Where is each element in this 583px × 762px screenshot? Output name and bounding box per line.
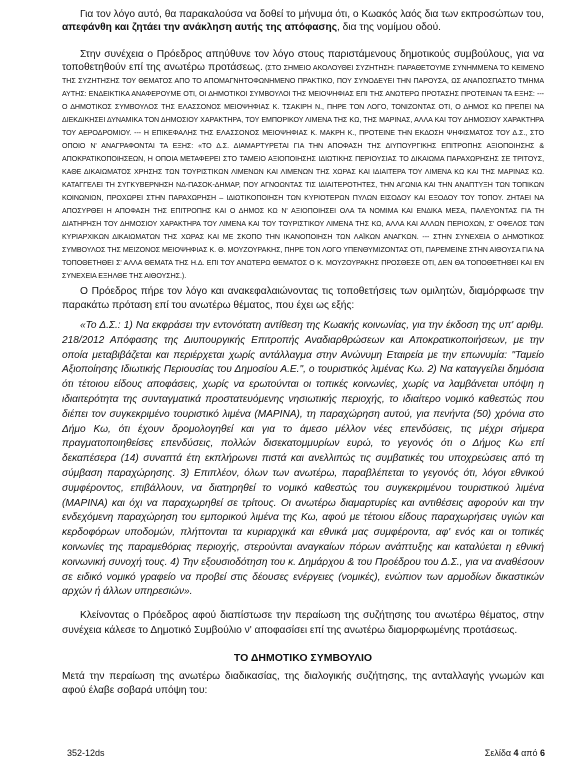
intro-text-before: Για τον λόγο αυτό, θα παρακαλούσα να δοθεί το μήνυμα ότι, ο Κωακός λαός δια των εκπροσώπων του, bbox=[80, 9, 544, 20]
page-total: 6 bbox=[539, 748, 545, 758]
intro-bold-text: απεφάνθη και ζητάει την ανάκληση αυτής της απόφασης bbox=[62, 22, 337, 33]
discussion-lead: Στην συνέχεια ο Πρόεδρος απηύθυνε τον λόγο στους παριστάμενους δημοτικούς συμβούλους, για να τοποθετηθούν επί της ανωτέρω προτάσεως. bbox=[62, 49, 544, 73]
document-page bbox=[62, 8, 544, 699]
president-summary-paragraph: Ο Πρόεδρος πήρε τον λόγο και ανακεφαλαιώνοντας τις τοποθετήσεις των ομιλητών, διαμόρφωσε την παρακάτω πρόταση επί του ανωτέρω θέματος, που έχει ως εξής: bbox=[62, 286, 544, 311]
final-paragraph: Μετά την περαίωση της ανωτέρω διαδικασίας, της διαλογικής συζήτησης, της ανταλλαγής γνωμών και αφού έλαβε σοβαρά υπόψη του: bbox=[62, 670, 544, 697]
page-of-label: από bbox=[518, 748, 540, 758]
page-current: 4 bbox=[513, 748, 519, 758]
document-code: 352-12ds bbox=[67, 748, 105, 758]
page-number bbox=[485, 748, 545, 758]
proposal-quote: «Το Δ.Σ.: 1) Να εκφράσει την εντονότατη αντίθεση της Κωακής κοινωνίας, για την έκδοση της υπ' αριθμ. 218/2012 Απόφασης της Διυπουργικής Επιτροπής Αναδιαρθρώσεων και Αποκρατικοποιήσεων, με την οποία μεταβιβάζεται και περιέρχεται χωρίς αντάλλαγμα στην Ανώνυμη Εταιρεία με την επωνυμία: "Ταμείο Αξιοποίησης Ιδιωτικής Περιουσίας του Δημοσίου Α.Ε.", ο τουριστικός λιμένας Κω. 2) Να καταγγείλει δημόσια ότι τέτοιου είδους αποφάσεις, χωρίς να ερωτούνται οι τοπικές κοινωνίες, χωρίς να λαμβάνεται υπόψη η ιδιαιτερότητα της συνταγματικά προστατευόμενης νησιωτικής περιοχής, το ιδιαίτερο νομικό καθεστώς που διέπει τον συγκεκριμένο τουριστικό λιμένα (ΜΑΡΙΝΑ), τη παραχώρηση αυτού, για πενήντα (50) χρόνια στο Δήμο Κω, ότι έχουν δρομολογηθεί και για το άμεσο μέλλον νέες επενδύσεις, τις μέχρι σήμερα πραγματοποιηθείσες επενδύσεις, πολλών δισεκατομμυρίων ευρώ, το γεγονός ότι ο Δήμος Κω επί δεκαπέσερα (14) συναπτά έτη εκπλήρωνει πιστά και ανελλιπώς τις συμβατικές του υποχρεώσεις από τη σύμβαση παραχώρησης. 3) Επιπλέον, όλων των ανωτέρω, παραβλέπεται το γεγονός ότι, λόγοι εθνικού συμφέροντος, επιβάλλουν, να διατηρηθεί το νομικό καθεστώς του συγκεκριμένου τουριστικού λιμένα (ΜΑΡΙΝΑ) και όχι να παραχωρηθεί σε τρίτους. Οι ανωτέρω διαμαρτυρίες και αντιθέσεις αφορούν και την ενδεχόμενη παραχώρηση του εμπορικού λιμένα της Κω, αφού με τέτοιου είδους παραχωρήσεις υγιών και κερδοφόρων υποδομών, πλήττονται τα κυριαρχικά και εθνικά μας συμφέροντα, αφ' ενός και οι τοπικές κοινωνίες της παραμεθόριας περιοχής, στερούνται αναγκαίων πόρων ανάπτυξης και καταλύεται η εθνική κοινωνική συνοχή τους. 4) Την εξουσιοδότηση του κ. Δημάρχου & του Προέδρου του Δ.Σ., για να αναθέσουν σε ειδικό νομικό γραφείο να προβεί στις δέουσες ενέργειες (νομικές), ενώπιον των αρμοδίων δικαστικών αρχών ή άλλων υπηρεσιών». bbox=[62, 320, 544, 598]
closing-paragraph: Κλείνοντας ο Πρόεδρος αφού διαπίστωσε την περαίωση της συζήτησης του ανωτέρω θέματος, στην συνέχεια κάλεσε το Δημοτικό Συμβούλιο ν' αποφασίσει επί της ανωτέρω διαμορφωμένης προτάσεως. bbox=[62, 610, 544, 636]
intro-text-after: , δια της νομίμου οδού. bbox=[337, 22, 441, 33]
page-label: Σελίδα bbox=[484, 748, 514, 758]
section-heading: ΤΟ ΔΗΜΟΤΙΚΟ ΣΥΜΒΟΥΛΙΟ bbox=[233, 651, 373, 664]
intro-paragraph bbox=[62, 8, 544, 34]
discussion-paragraph bbox=[62, 48, 544, 282]
discussion-summary-caps: (ΣΤΟ ΣΗΜΕΙΟ ΑΚΟΛΟΥΘΕΙ ΣΥΖΗΤΗΣΗ: ΠΑΡΑΘΕΤΟΥΜΕ ΣΥΝΗΜΜΕΝΑ ΤΟ ΚΕΙΜΕΝΟ ΤΗΣ ΣΥΖΗΤΗΣΗΣ ΤΟΥ ΘΕΜΑΤΟΣ ΑΠΟ ΤΟ ΑΠΟΜΑΓΝΗΤΟΦΩΝΗΜΕΝΟ ΠΡΑΚΤΙΚΟ, ΠΟΥ ΣΥΝΟΔΕΥΕΙ ΤΗΝ ΠΑΡΟΥΣΑ, ΩΣ ΑΝΑΠΟΣΠΑΣΤΟ ΤΜΗΜΑ ΑΥΤΗΣ: ΕΝΔΕΙΚΤΙΚΑ ΑΝΑΦΕΡΟΥΜΕ ΟΤΙ, ΟΙ ΔΗΜΟΤΙΚΟΙ ΣΥΜΒΟΥΛΟΙ ΤΗΣ ΜΕΙΟΨΗΦΙΑΣ ΕΠΙ ΤΗΣ ΑΝΩΤΕΡΩ ΠΡΟΤΑΣΗΣ ΠΡΟΤΕΙΝΑΝ ΤΑ ΕΞΗΣ: --- Ο ΔΗΜΟΤΙΚΟΣ ΣΥΜΒΟΥΛΟΣ ΤΗΣ ΕΛΑΣΣΟΝΟΣ ΜΕΙΟΨΗΦΙΑΣ Κ. ΤΣΑΚΙΡΗ Ν., ΠΗΡΕ ΤΟΝ ΛΟΓΟ, ΤΟΝΙΖΟΝΤΑΣ ΟΤΙ, Ο ΔΗΜΟΣ ΚΩ ΠΡΕΠΕΙ ΝΑ ΔΙΕΚΔΙΚΗΣΕΙ ΔΥΝΑΜΙΚΑ ΤΟΝ ΔΗΜΟΣΙΟΥ ΧΑΡΑΚΤΗΡΑ, ΤΟΥ ΕΜΠΟΡΙΚΟΥ ΛΙΜΕΝΑ ΤΗΣ ΚΩ, ΤΗΣ ΜΑΡΙΝΑΣ, ΑΛΛΑ ΚΑΙ ΤΟΥ ΔΗΜΟΣΙΟΥ ΧΑΡΑΚΤΗΡΑ ΤΟΥ ΑΕΡΟΔΡΟΜΙΟΥ. --- Η ΕΠΙΚΕΦΑΛΗΣ ΤΗΣ ΕΛΑΣΣΟΝΟΣ ΜΕΙΟΨΗΦΙΑΣ Κ. ΜΑΚΡΗ Κ., ΠΡΟΤΕΙΝΕ ΤΗΝ ΕΚΔΟΣΗ ΨΗΦΙΣΜΑΤΟΣ ΤΟΥ Δ.Σ., ΣΤΟ ΟΠΟΙΟ Ν' ΑΝΑΓΡΑΦΟΝΤΑΙ ΤΑ ΕΞΗΣ: «ΤΟ Δ.Σ. ΔΙΑΜΑΡΤΥΡΕΤΑΙ ΓΙΑ ΤΗΝ ΑΠΟΦΑΣΗ ΤΗΣ ΔΙΥΠΟΥΡΓΙΚΗΣ ΕΠΙΤΡΟΠΗΣ ΑΞΙΟΠΟΙΗΣΗΣ & ΑΠΟΚΡΑΤΙΚΟΠΟΙΗΣΕΩΝ, Η ΟΠΟΙΑ ΜΕΤΑΦΕΡΕΙ ΣΤΟ ΤΑΜΕΙΟ ΑΞΙΟΠΟΙΗΣΗΣ ΙΔΙΩΤΙΚΗΣ ΠΕΡΙΟΥΣΙΑΣ ΤΟ ΔΙΚΑΙΩΜΑ ΠΑΡΑΧΩΡΗΣΗΣ ΣΕ ΤΡΙΤΟΥΣ, ΚΑΘΕ ΔΙΚΑΙΩΜΑΤΟΣ ΧΡΗΣΗΣ ΤΩΝ ΤΟΥΡΙΣΤΙΚΩΝ ΛΙΜΕΝΩΝ ΚΑΙ ΛΙΜΕΝΩΝ ΤΗΣ ΧΩΡΑΣ ΚΑΙ ΙΔΙΑΙΤΕΡΑ ΤΟΥ ΛΙΜΕΝΑ ΚΩ ΚΑΙ ΤΗΣ ΜΑΡΙΝΑΣ ΚΩ. ΚΑΤΑΓΓΕΛΕΙ ΤΗ ΣΥΓΚΥΒΕΡΝΗΣΗ ΝΔ-ΠΑΣΟΚ-ΔΗΜΑΡ, ΠΟΥ ΑΓΝΟΩΝΤΑΣ ΤΙΣ ΙΔΙΑΙΤΕΡΟΤΗΤΕΣ, ΤΗΝ ΑΓΩΝΙΑ ΚΑΙ ΤΗΝ ΑΝΑΠΤΥΞΗ ΤΩΝ ΤΟΠΙΚΩΝ ΚΟΙΝΩΝΙΩΝ, ΠΡΟΧΩΡΕΙ ΣΤΗΝ ΠΑΡΑΧΩΡΗΣΗ – ΙΔΙΩΤΙΚΟΠΟΙΗΣΗ ΤΩΝ ΚΥΡΙΟΤΕΡΩΝ ΠΥΛΩΝ ΕΙΣΟΔΟΥ ΚΑΙ ΕΞΟΔΟΥ ΤΟΥ ΤΟΠΟΥ. ΖΗΤΑΕΙ ΝΑ ΑΠΟΣΥΡΘΕΙ Η ΑΠΟΦΑΣΗ ΤΗΣ ΕΠΙΤΡΟΠΗΣ ΚΑΙ Ο ΔΗΜΟΣ ΚΩ Ν' ΑΞΙΟΠΟΙΗΣΕΙ ΟΛΑ ΤΑ ΝΟΜΙΜΑ ΚΑΙ ΕΝΔΙΚΑ ΜΕΣΑ, ΠΑΛΕΥΟΝΤΑΣ ΓΙΑ ΤΗ ΔΙΑΤΗΡΗΣΗ ΤΟΥ ΔΗΜΟΣΙΟΥ ΧΑΡΑΚΤΗΡΑ ΤΟΥ ΛΙΜΕΝΑ ΚΑΙ ΤΟΥ ΤΟΥΡΙΣΤΙΚΟΥ ΛΙΜΕΝΑ ΤΗΣ ΚΩ, ΑΛΛΑ ΚΑΙ ΑΛΛΩΝ ΠΕΡΙΟΧΩΝ, Σ' ΟΦΕΛΟΣ ΤΩΝ ΚΥΡΙΑΡΧΙΚΩΝ ΔΙΚΑΙΩΜΑΤΩΝ ΤΗΣ ΧΩΡΑΣ ΚΑΙ ΜΕ ΣΚΟΠΟ ΤΗΝ ΙΚΑΝΟΠΟΙΗΣΗ ΤΩΝ ΛΑΪΚΩΝ ΑΝΑΓΚΩΝ. --- ΣΤΗΝ ΣΥΝΕΧΕΙΑ Ο ΔΗΜΟΤΙΚΟΣ ΣΥΜΒΟΥΛΟΣ ΤΗΣ ΜΕΙΖΟΝΟΣ ΜΕΙΟΨΗΦΙΑΣ Κ. Θ. ΜΟΥΖΟΥΡΑΚΗΣ, ΠΗΡΕ ΤΟΝ ΛΟΓΟ ΥΠΕΝΘΥΜΙΖΟΝΤΑΣ ΟΤΙ, ΠΑΡΕΜΕΙΝΕ ΣΤΗΝ ΑΙΘΟΥΣΑ ΓΙΑ ΝΑ ΤΟΠΟΘΕΤΗΘΕΙ Σ' ΑΛΛΑ ΘΕΜΑΤΑ ΤΗΣ Η.Δ. ΕΠΙ ΤΟΥ ΑΝΩΤΕΡΩ ΘΕΜΑΤΟΣ Ο Κ. ΜΟΥΖΟΥΡΑΚΗΣ ΠΡΟΣΘΕΣΕ ΟΤΙ, ΔΕΝ ΘΑ ΤΟΠΟΘΕΤΗΘΕΙ ΚΑΙ ΕΝ ΣΥΝΕΧΕΙΑ ΕΞΗΛΘΕ ΤΗΣ ΑΙΘΟΥΣΗΣ.). bbox=[62, 64, 544, 280]
